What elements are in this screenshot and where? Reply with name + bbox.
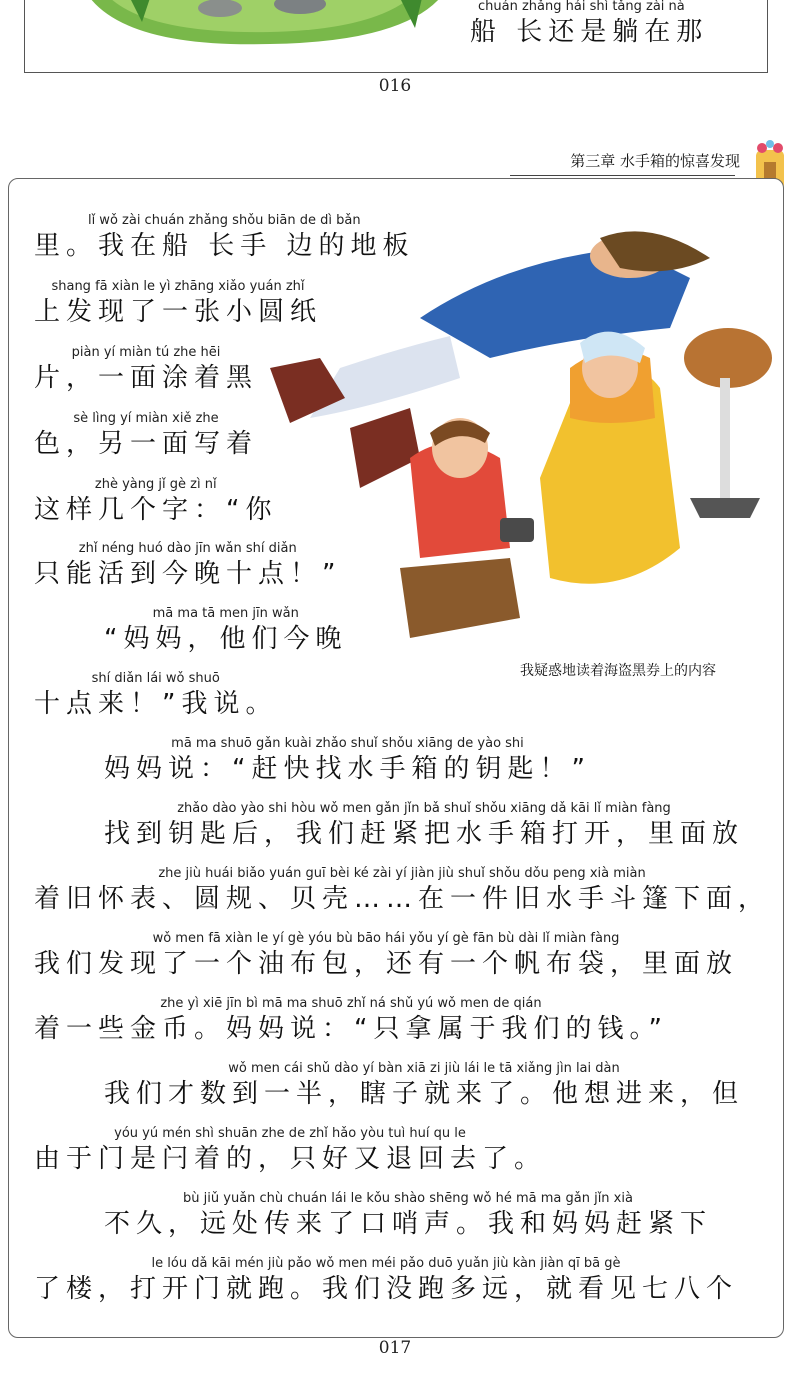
hanzi: 我们发现了一个油布包，还有一个帆布袋，里面放	[34, 949, 739, 979]
text-line	[34, 1255, 738, 1305]
pinyin: lǐ wǒ zài chuán zhǎng shǒu biān de dì bǎn	[87, 213, 361, 228]
hanzi: 妈妈说：“赶快找水手箱的钥匙！”	[104, 754, 591, 784]
header-underline	[510, 175, 735, 176]
pinyin: zhè yàng jǐ gè zì nǐ	[94, 477, 217, 492]
hanzi: 由于门是闩着的，只好又退回去了。	[34, 1144, 547, 1174]
text-line	[104, 1060, 744, 1110]
previous-page-last-line	[470, 0, 760, 48]
pinyin: shí diǎn lái wǒ shuō	[91, 671, 220, 686]
hanzi: 里。我在船 长手 边的地板	[34, 231, 415, 261]
hanzi: 只能活到今晚十点！”	[34, 559, 342, 589]
text-line	[104, 1190, 712, 1240]
text-line	[34, 1125, 546, 1175]
pinyin: sè lìng yí miàn xiě zhe	[73, 411, 219, 426]
hanzi: 船 长还是躺在那	[470, 17, 709, 47]
pinyin: mā ma shuō gǎn kuài zhǎo shuǐ shǒu xiāng de yào shi	[171, 736, 524, 751]
grass-illustration	[70, 0, 450, 50]
text-line	[34, 930, 738, 980]
text-line	[34, 995, 668, 1045]
text-line	[104, 605, 347, 655]
text-line	[104, 800, 744, 850]
pinyin: wǒ men cái shǔ dào yí bàn xiā zi jiù lái le tā xiǎng jìn lai dàn	[228, 1061, 620, 1076]
hanzi: “妈妈，他们今晚	[104, 624, 348, 654]
text-line	[34, 865, 770, 915]
pinyin: zhǎo dào yào shi hòu wǒ men gǎn jǐn bǎ shuǐ shǒu xiāng dǎ kāi lǐ miàn fàng	[177, 801, 671, 816]
pinyin: yóu yú mén shì shuān zhe de zhǐ hǎo yòu tuì huí qu le	[114, 1126, 466, 1141]
page-number-bottom: 017	[378, 1338, 412, 1358]
hanzi: 这样几个字：“你	[34, 495, 278, 525]
pinyin: zhǐ néng huó dào jīn wǎn shí diǎn	[78, 541, 297, 556]
pinyin: bù jiǔ yuǎn chù chuán lái le kǒu shào shēng wǒ hé mā ma gǎn jǐn xià	[183, 1191, 633, 1206]
pinyin: piàn yí miàn tú zhe hēi	[71, 345, 221, 360]
text-line	[34, 410, 258, 460]
pinyin: mā ma tā men jīn wǎn	[152, 606, 299, 621]
pinyin: zhe jiù huái biǎo yuán guī bèi ké zài yí jiàn jiù shuǐ shǒu dǒu peng xià miàn	[158, 866, 646, 881]
hanzi: 着一些金币。妈妈说：“只拿属于我们的钱。”	[34, 1014, 668, 1044]
hanzi: 不久，远处传来了口哨声。我和妈妈赶紧下	[104, 1209, 713, 1239]
text-line	[34, 278, 322, 328]
hanzi: 十点来！”我说。	[34, 689, 278, 719]
text-line	[34, 212, 415, 262]
text-line	[34, 670, 277, 720]
pinyin: le lóu dǎ kāi mén jiù pǎo wǒ men méi pǎo duō yuǎn jiù kàn jiàn qī bā gè	[151, 1256, 621, 1271]
illustration-caption: 我疑惑地读着海盗黑券上的内容	[520, 663, 716, 679]
text-line	[34, 476, 277, 526]
hanzi: 上发现了一张小圆纸	[34, 297, 323, 327]
pinyin: chuán zhǎng hái shì tǎng zài nà	[478, 0, 685, 14]
pinyin: wǒ men fā xiàn le yí gè yóu bù bāo hái yǒu yí gè fān bù dài lǐ miàn fàng	[152, 931, 620, 946]
story-illustration	[250, 218, 780, 668]
text-line	[104, 735, 591, 785]
hanzi: 着旧怀表、圆规、贝壳……在一件旧水手斗篷下面，	[34, 884, 771, 914]
text-line	[34, 344, 258, 394]
hanzi: 色，另一面写着	[34, 429, 259, 459]
pinyin: shang fā xiàn le yì zhāng xiǎo yuán zhǐ	[51, 279, 305, 294]
chapter-header: 第三章 水手箱的惊喜发现	[570, 152, 740, 170]
hanzi: 我们才数到一半，瞎子就来了。他想进来，但	[104, 1079, 745, 1109]
page-number-top: 016	[378, 76, 412, 96]
pinyin: zhe yì xiē jīn bì mā ma shuō zhǐ ná shǔ yú wǒ men de qián	[160, 996, 542, 1011]
hanzi: 找到钥匙后，我们赶紧把水手箱打开，里面放	[104, 819, 745, 849]
hanzi: 了楼，打开门就跑。我们没跑多远，就看见七八个	[34, 1274, 739, 1304]
text-line	[34, 540, 341, 590]
hanzi: 片，一面涂着黑	[34, 363, 259, 393]
